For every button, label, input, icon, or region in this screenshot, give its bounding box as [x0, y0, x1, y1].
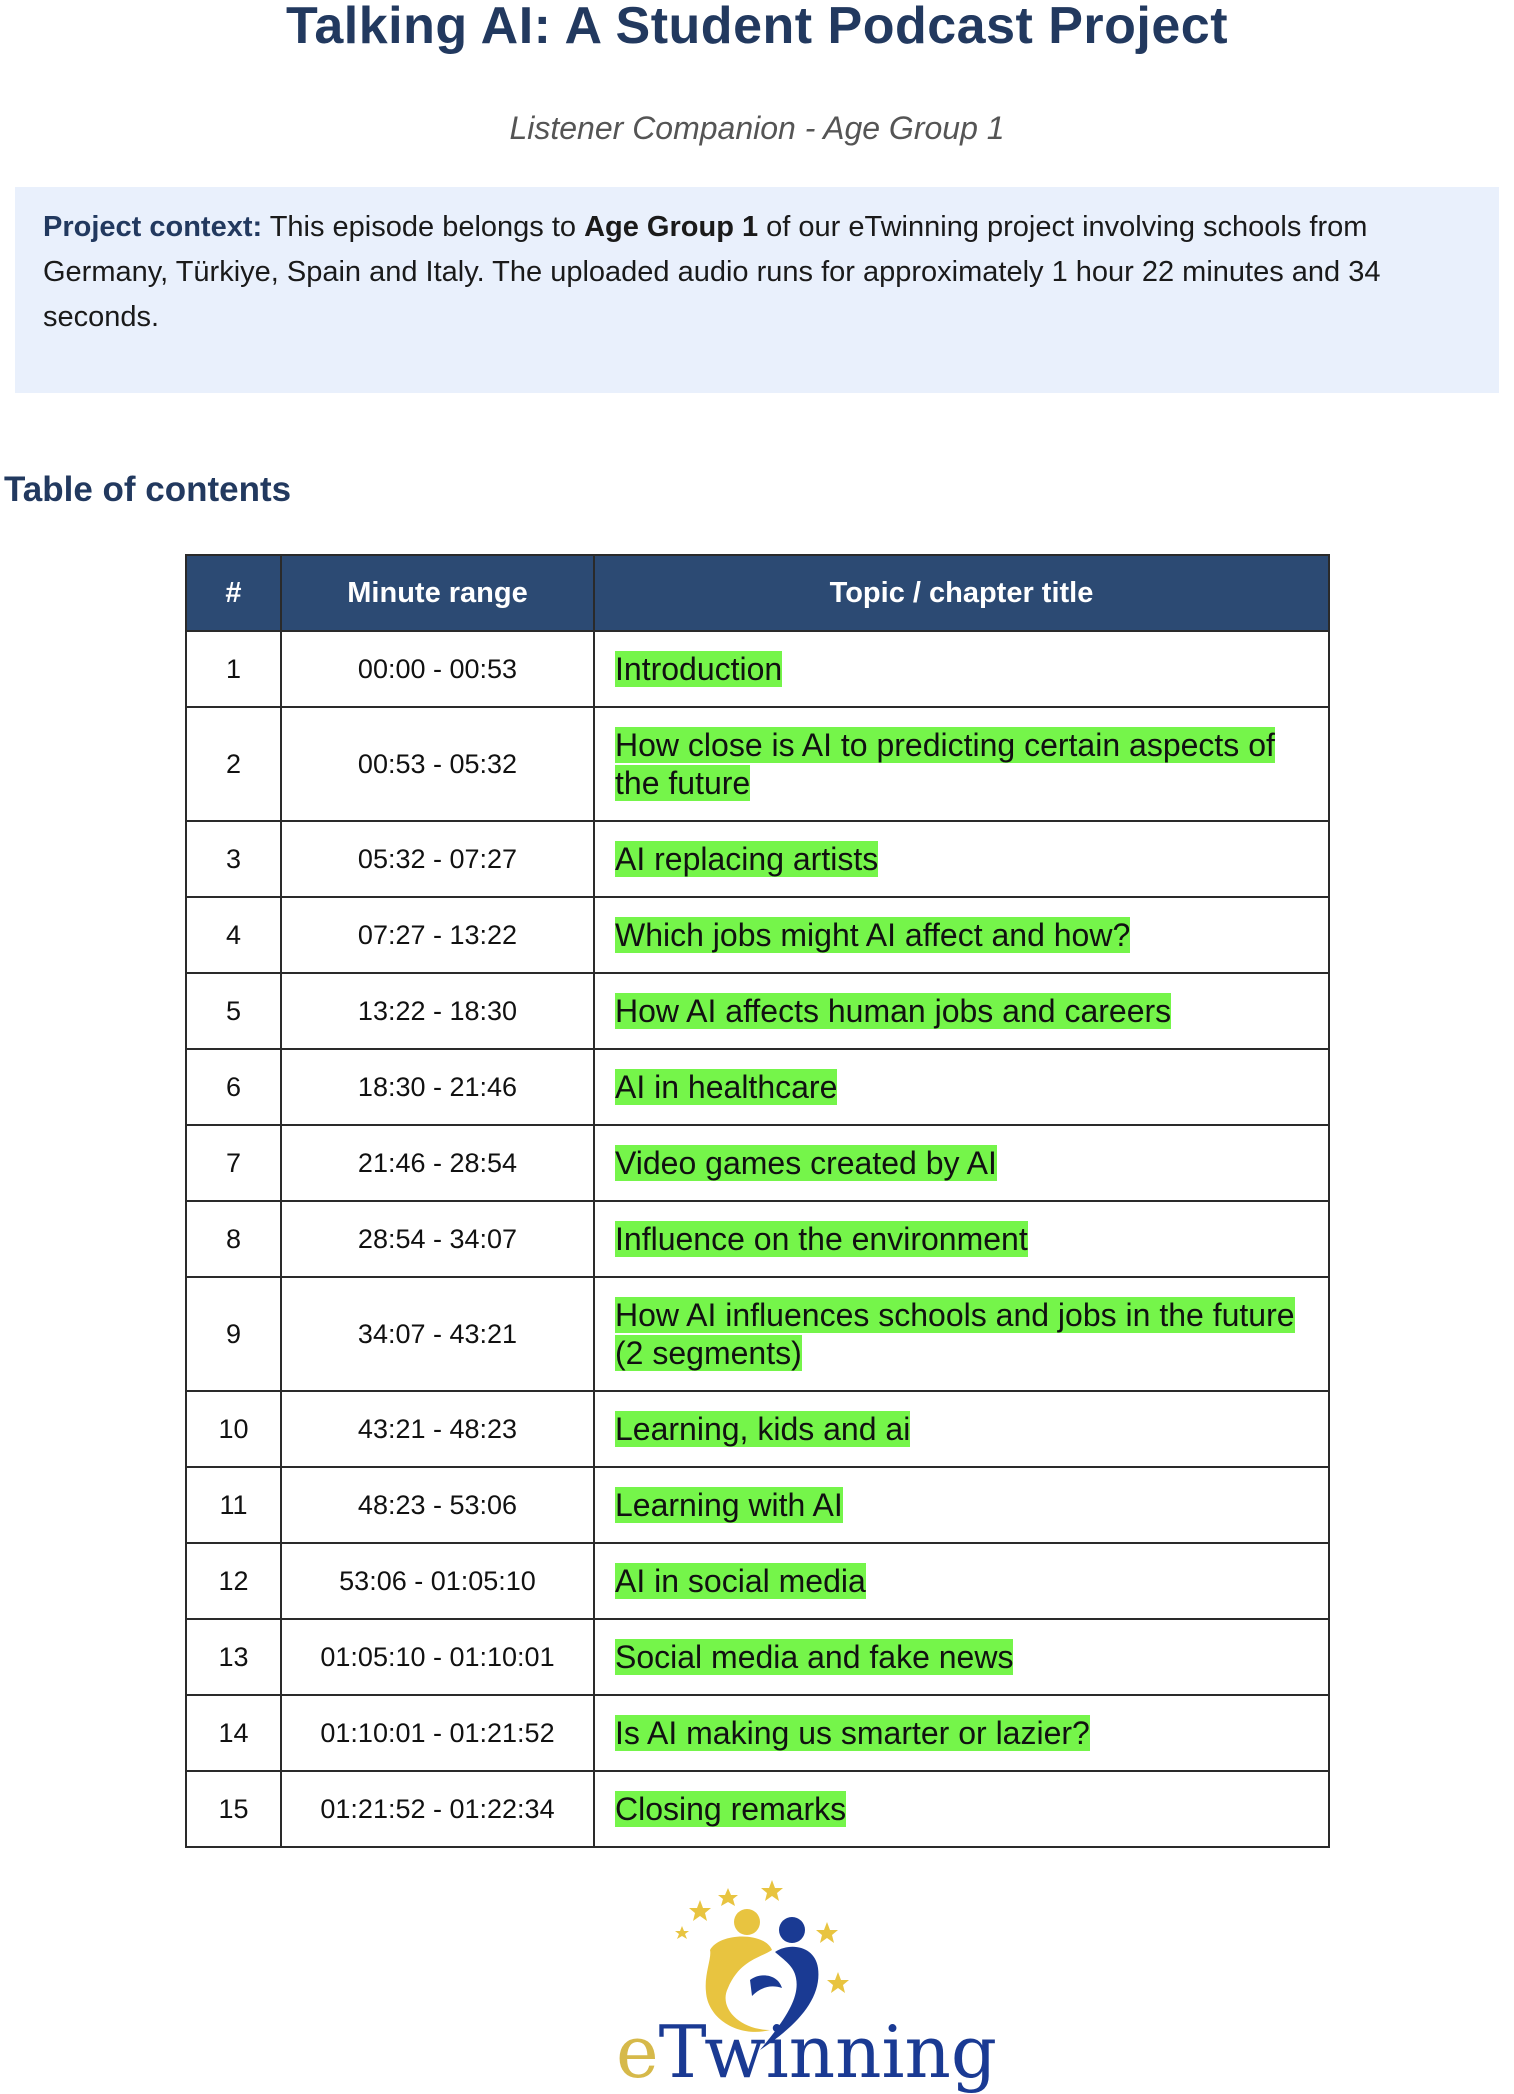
- row-topic-cell: [594, 821, 1329, 897]
- star-icon: [816, 1922, 838, 1943]
- table-row: [186, 707, 1329, 821]
- row-topic: Is AI making us smarter or lazier?: [615, 1715, 1090, 1751]
- row-minute-range: 07:27 - 13:22: [281, 897, 594, 973]
- star-icon: [827, 1972, 849, 1993]
- row-number: 12: [186, 1543, 281, 1619]
- table-row: [186, 821, 1329, 897]
- row-topic-cell: [594, 897, 1329, 973]
- table-row: [186, 1125, 1329, 1201]
- table-row: [186, 1543, 1329, 1619]
- row-minute-range: 34:07 - 43:21: [281, 1277, 594, 1391]
- row-topic: Influence on the environment: [615, 1221, 1028, 1257]
- row-minute-range: 21:46 - 28:54: [281, 1125, 594, 1201]
- row-topic-cell: [594, 1467, 1329, 1543]
- table-row: [186, 1467, 1329, 1543]
- star-icon: [761, 1880, 783, 1901]
- star-icon: [689, 1900, 711, 1921]
- row-minute-range: 18:30 - 21:46: [281, 1049, 594, 1125]
- row-topic-cell: [594, 1543, 1329, 1619]
- row-topic-cell: [594, 707, 1329, 821]
- col-header-minute-range: Minute range: [281, 555, 594, 631]
- toc-header-row: [186, 555, 1329, 631]
- row-topic-cell: [594, 1201, 1329, 1277]
- row-minute-range: 48:23 - 53:06: [281, 1467, 594, 1543]
- row-topic-cell: [594, 1619, 1329, 1695]
- row-number: 9: [186, 1277, 281, 1391]
- row-topic: Learning, kids and ai: [615, 1411, 911, 1447]
- row-number: 11: [186, 1467, 281, 1543]
- row-number: 1: [186, 631, 281, 707]
- row-topic: Which jobs might AI affect and how?: [615, 917, 1131, 953]
- row-minute-range: 00:53 - 05:32: [281, 707, 594, 821]
- row-topic-cell: [594, 631, 1329, 707]
- table-row: [186, 1391, 1329, 1467]
- table-row: [186, 1049, 1329, 1125]
- row-number: 4: [186, 897, 281, 973]
- toc-table: [185, 554, 1330, 1848]
- row-topic: How close is AI to predicting certain aspects of the future: [615, 727, 1275, 801]
- row-minute-range: 43:21 - 48:23: [281, 1391, 594, 1467]
- row-number: 5: [186, 973, 281, 1049]
- row-topic: Learning with AI: [615, 1487, 843, 1523]
- context-lead: Project context:: [43, 211, 263, 243]
- table-row: [186, 1771, 1329, 1847]
- row-topic: AI replacing artists: [615, 841, 879, 877]
- row-topic: Introduction: [615, 651, 783, 687]
- row-topic-cell: [594, 1695, 1329, 1771]
- row-number: 15: [186, 1771, 281, 1847]
- row-minute-range: 01:10:01 - 01:21:52: [281, 1695, 594, 1771]
- row-topic-cell: [594, 973, 1329, 1049]
- row-number: 8: [186, 1201, 281, 1277]
- table-row: [186, 1695, 1329, 1771]
- row-topic-cell: [594, 1277, 1329, 1391]
- row-minute-range: 00:00 - 00:53: [281, 631, 594, 707]
- star-icon: [675, 1926, 689, 1939]
- table-row: [186, 1201, 1329, 1277]
- row-minute-range: 05:32 - 07:27: [281, 821, 594, 897]
- row-topic: Video games created by AI: [615, 1145, 997, 1181]
- row-topic: AI in healthcare: [615, 1069, 838, 1105]
- row-minute-range: 53:06 - 01:05:10: [281, 1543, 594, 1619]
- row-number: 6: [186, 1049, 281, 1125]
- col-header-number: #: [186, 555, 281, 631]
- row-topic: AI in social media: [615, 1563, 866, 1599]
- row-topic: How AI affects human jobs and careers: [615, 993, 1172, 1029]
- row-topic-cell: [594, 1391, 1329, 1467]
- row-number: 10: [186, 1391, 281, 1467]
- table-row: [186, 1277, 1329, 1391]
- row-number: 13: [186, 1619, 281, 1695]
- context-text-1: This episode belongs to: [262, 211, 585, 243]
- row-number: 2: [186, 707, 281, 821]
- row-topic-cell: [594, 1771, 1329, 1847]
- table-row: [186, 897, 1329, 973]
- row-minute-range: 28:54 - 34:07: [281, 1201, 594, 1277]
- page-subtitle: Listener Companion - Age Group 1: [509, 110, 1005, 146]
- row-topic: Social media and fake news: [615, 1639, 1014, 1675]
- row-minute-range: 01:05:10 - 01:10:01: [281, 1619, 594, 1695]
- context-emphasis: Age Group 1: [584, 211, 759, 243]
- etwinning-logo-text: eTwinning: [616, 2010, 997, 2094]
- table-row: [186, 631, 1329, 707]
- table-row: [186, 973, 1329, 1049]
- row-topic: How AI influences schools and jobs in the future (2 segments): [615, 1297, 1295, 1371]
- row-topic-cell: [594, 1049, 1329, 1125]
- row-number: 14: [186, 1695, 281, 1771]
- project-context-box: [15, 187, 1499, 393]
- row-number: 3: [186, 821, 281, 897]
- toc-heading: Table of contents: [4, 470, 292, 509]
- star-icon: [718, 1888, 738, 1906]
- page-title: Talking AI: A Student Podcast Project: [285, 0, 1229, 55]
- row-topic-cell: [594, 1125, 1329, 1201]
- context-text-2: of our eTwinning project involving schools from Germany, Türkiye, Spain and Italy. The uploaded audio runs for approximately 1 hour 22 minutes and 34 seconds.: [43, 211, 1381, 333]
- row-minute-range: 13:22 - 18:30: [281, 973, 594, 1049]
- row-topic: Closing remarks: [615, 1791, 847, 1827]
- row-minute-range: 01:21:52 - 01:22:34: [281, 1771, 594, 1847]
- col-header-topic: Topic / chapter title: [594, 555, 1329, 631]
- row-number: 7: [186, 1125, 281, 1201]
- table-row: [186, 1619, 1329, 1695]
